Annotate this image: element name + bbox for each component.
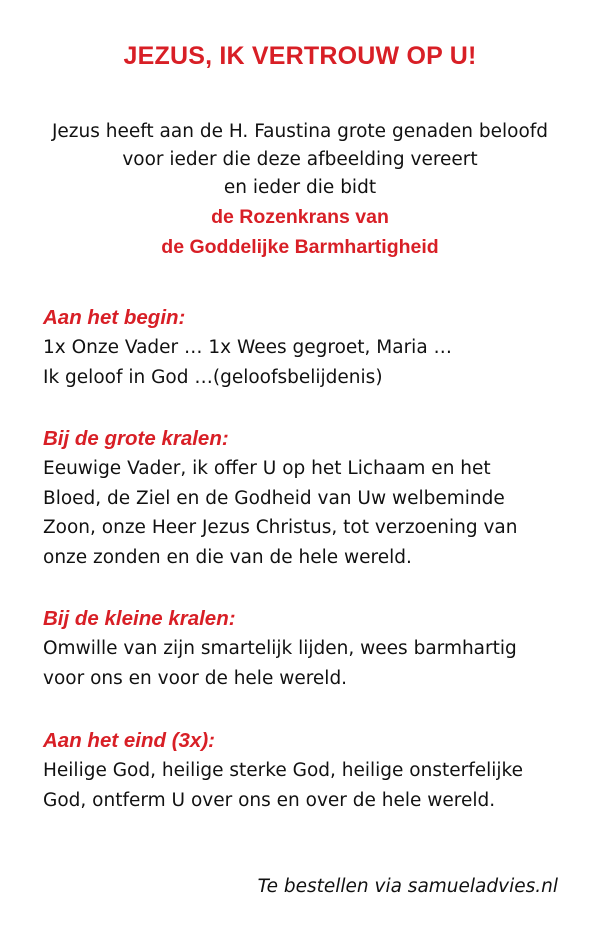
section-small-beads (43, 604, 573, 693)
section-line: 1x Onze Vader … 1x Wees gegroet, Maria … (43, 337, 453, 358)
intro-text (0, 118, 600, 262)
section-heading: Aan het eind (3x): (43, 729, 215, 752)
section-begin (43, 303, 573, 392)
order-footer: Te bestellen via samueladvies.nl (257, 876, 558, 897)
section-line: Bloed, de Ziel en de Godheid van Uw welbeminde (43, 487, 505, 509)
section-line: Ik geloof in God …(geloofsbelijdenis) (43, 366, 383, 388)
section-line: voor ons en voor de hele wereld. (43, 667, 348, 689)
section-line: Zoon, onze Heer Jezus Christus, tot verzoening van (43, 517, 518, 538)
section-line: Omwille van zijn smartelijk lijden, wees barmhartig (43, 638, 517, 659)
section-end (43, 726, 573, 815)
page-title: JEZUS, IK VERTROUW OP U! (123, 42, 477, 70)
section-line: Eeuwige Vader, ik offer U op het Lichaam en het (43, 458, 491, 479)
prayer-name-line: de Rozenkrans van (211, 206, 389, 228)
intro-line: Jezus heeft aan de H. Faustina grote genaden beloofd (51, 121, 549, 142)
section-line: Heilige God, heilige sterke God, heilige onsterfelijke (43, 760, 523, 781)
section-line: onze zonden en die van de hele wereld. (43, 546, 412, 568)
section-line: God, ontferm U over ons en over de hele wereld. (43, 789, 496, 811)
section-heading: Aan het begin: (43, 306, 186, 329)
prayer-name-line: de Goddelijke Barmhartigheid (161, 236, 439, 258)
section-heading: Bij de kleine kralen: (43, 607, 236, 630)
section-large-beads (43, 424, 573, 572)
intro-line: en ieder die bidt (223, 177, 377, 198)
intro-line: voor ieder die deze afbeelding vereert (122, 149, 478, 170)
section-heading: Bij de grote kralen: (43, 427, 229, 450)
